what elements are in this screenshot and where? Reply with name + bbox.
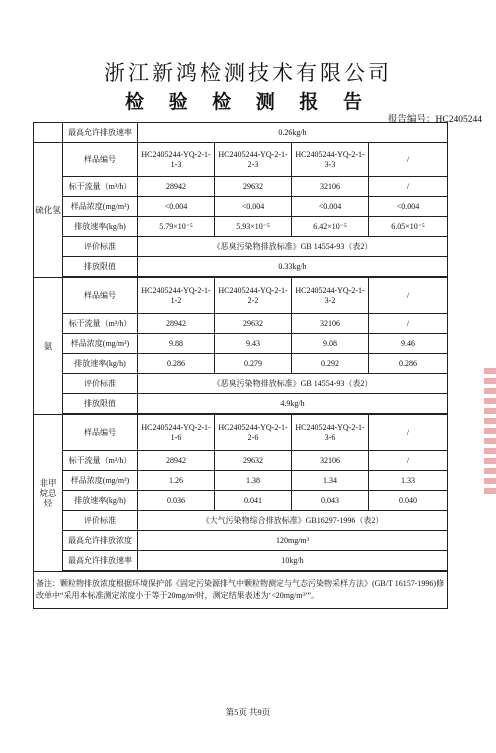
rate-value: 0.292 xyxy=(292,354,369,374)
flow-value: / xyxy=(369,451,448,471)
rate-value: 0.041 xyxy=(215,491,292,511)
flow-value: 28942 xyxy=(138,314,215,334)
conc-label: 样品浓度(mg/m³) xyxy=(63,471,138,491)
table-row xyxy=(34,278,448,314)
table-row xyxy=(34,237,448,257)
flow-value: 29632 xyxy=(215,451,292,471)
rate-value: 5.93×10⁻⁵ xyxy=(215,217,292,237)
conc-value: 9.46 xyxy=(369,334,448,354)
table-row xyxy=(34,334,448,354)
standard-value: 《恶臭污染物排放标准》GB 14554-93（表2） xyxy=(138,374,448,394)
seal-stamp-edge xyxy=(484,368,496,498)
remark-note: 备注：颗粒物排放浓度根据环境保护部《固定污染源排气中颗粒物测定与气态污染物采样方法》(GB/T 16157-1996)修改单中“采用本标准测定浓度小于等于20mg/m³时，测定结果表述为‘<20mg/m³’”。 xyxy=(34,572,448,609)
max-rate-value: 10kg/h xyxy=(138,551,448,571)
rate-value: 0.043 xyxy=(292,491,369,511)
table-row xyxy=(34,217,448,237)
sample-id: HC2405244-YQ-2-1-3-2 xyxy=(292,278,369,314)
table-row xyxy=(34,394,448,414)
rate-value: 0.279 xyxy=(215,354,292,374)
conc-value: <0.004 xyxy=(292,197,369,217)
conc-value: 1.34 xyxy=(292,471,369,491)
standard-label: 评价标准 xyxy=(63,374,138,394)
rate-value: 6.42×10⁻⁵ xyxy=(292,217,369,237)
conc-label: 样品浓度(mg/m³) xyxy=(63,334,138,354)
standard-label: 评价标准 xyxy=(63,511,138,531)
flow-value: / xyxy=(369,314,448,334)
conc-value: 9.43 xyxy=(215,334,292,354)
conc-value: <0.004 xyxy=(215,197,292,217)
report-number: 报告编号：HC2405244 xyxy=(388,115,482,125)
max-conc-label: 最高允许排放浓度 xyxy=(63,531,138,551)
category-h2s: 硫化氢 xyxy=(34,143,63,278)
blank-cell xyxy=(34,123,63,143)
sample-id: HC2405244-YQ-2-1-3-6 xyxy=(292,415,369,451)
table-row xyxy=(34,451,448,471)
standard-value: 《恶臭污染物排放标准》GB 14554-93（表2） xyxy=(138,237,448,257)
rate-value: 6.05×10⁻⁵ xyxy=(369,217,448,237)
table-row xyxy=(34,197,448,217)
top-max-rate-label: 最高允许排放速率 xyxy=(63,123,138,143)
report-title: 检 验 检 测 报 告 xyxy=(124,91,372,113)
top-max-rate-value: 0.26kg/h xyxy=(138,123,448,143)
rate-value: 0.040 xyxy=(369,491,448,511)
flow-label: 标干流量（m³/h） xyxy=(63,177,138,197)
standard-label: 评价标准 xyxy=(63,237,138,257)
rate-label: 排放速率(kg/h) xyxy=(63,354,138,374)
rate-value: 0.286 xyxy=(369,354,448,374)
sample-id: HC2405244-YQ-2-1-2-2 xyxy=(215,278,292,314)
max-conc-value: 120mg/m³ xyxy=(138,531,448,551)
sample-label: 样品编号 xyxy=(63,415,138,451)
limit-label: 排放限值 xyxy=(63,257,138,277)
table-row xyxy=(34,471,448,491)
rate-value: 0.036 xyxy=(138,491,215,511)
flow-value: 32106 xyxy=(292,177,369,197)
sample-id: HC2405244-YQ-2-1-3-3 xyxy=(292,143,369,177)
flow-value: 29632 xyxy=(215,177,292,197)
conc-value: <0.004 xyxy=(369,197,448,217)
category-nmhc-text: 非甲烷总烃 xyxy=(39,478,57,508)
sample-id: HC2405244-YQ-2-1-2-6 xyxy=(215,415,292,451)
flow-label: 标干流量（m³/h） xyxy=(63,314,138,334)
sample-label: 样品编号 xyxy=(63,143,138,177)
sample-id: HC2405244-YQ-2-1-1-6 xyxy=(138,415,215,451)
table-row xyxy=(34,572,448,609)
rate-label: 排放速率(kg/h) xyxy=(63,217,138,237)
conc-value: 9.88 xyxy=(138,334,215,354)
conc-value: 1.26 xyxy=(138,471,215,491)
flow-value: 29632 xyxy=(215,314,292,334)
table-row xyxy=(34,314,448,334)
sample-id: / xyxy=(369,415,448,451)
results-table xyxy=(33,122,448,609)
table-row xyxy=(34,354,448,374)
table-row xyxy=(34,531,448,551)
rate-value: 0.286 xyxy=(138,354,215,374)
conc-value: <0.004 xyxy=(138,197,215,217)
limit-label: 排放限值 xyxy=(63,394,138,414)
flow-value: 32106 xyxy=(292,314,369,334)
company-name: 浙江新鸿检测技术有限公司 xyxy=(104,61,392,85)
conc-value: 1.38 xyxy=(215,471,292,491)
category-nmhc xyxy=(34,415,63,572)
table-row xyxy=(34,374,448,394)
table-row xyxy=(34,257,448,277)
sample-id: HC2405244-YQ-2-1-1-3 xyxy=(138,143,215,177)
table-row xyxy=(34,491,448,511)
conc-value: 9.08 xyxy=(292,334,369,354)
standard-value: 《大气污染物综合排放标准》GB16297-1996（表2） xyxy=(138,511,448,531)
sample-id: / xyxy=(369,143,448,177)
flow-value: 28942 xyxy=(138,177,215,197)
table-row xyxy=(34,511,448,531)
category-nh3: 氨 xyxy=(34,278,63,415)
rate-value: 5.79×10⁻⁵ xyxy=(138,217,215,237)
rate-label: 排放速率(kg/h) xyxy=(63,491,138,511)
conc-label: 样品浓度(mg/m³) xyxy=(63,197,138,217)
sample-label: 样品编号 xyxy=(63,278,138,314)
table-row xyxy=(34,123,448,143)
limit-value: 4.9kg/h xyxy=(138,394,448,414)
sample-id: / xyxy=(369,278,448,314)
sample-id: HC2405244-YQ-2-1-2-3 xyxy=(215,143,292,177)
page-number: 第5页 共9页 xyxy=(225,707,271,717)
conc-value: 1.33 xyxy=(369,471,448,491)
table-row xyxy=(34,177,448,197)
table-row xyxy=(34,551,448,571)
table-row xyxy=(34,143,448,177)
table-row xyxy=(34,415,448,451)
max-rate-label: 最高允许排放速率 xyxy=(63,551,138,571)
flow-value: 32106 xyxy=(292,451,369,471)
flow-value: 28942 xyxy=(138,451,215,471)
flow-label: 标干流量（m³/h） xyxy=(63,451,138,471)
sample-id: HC2405244-YQ-2-1-1-2 xyxy=(138,278,215,314)
flow-value: / xyxy=(369,177,448,197)
limit-value: 0.33kg/h xyxy=(138,257,448,277)
